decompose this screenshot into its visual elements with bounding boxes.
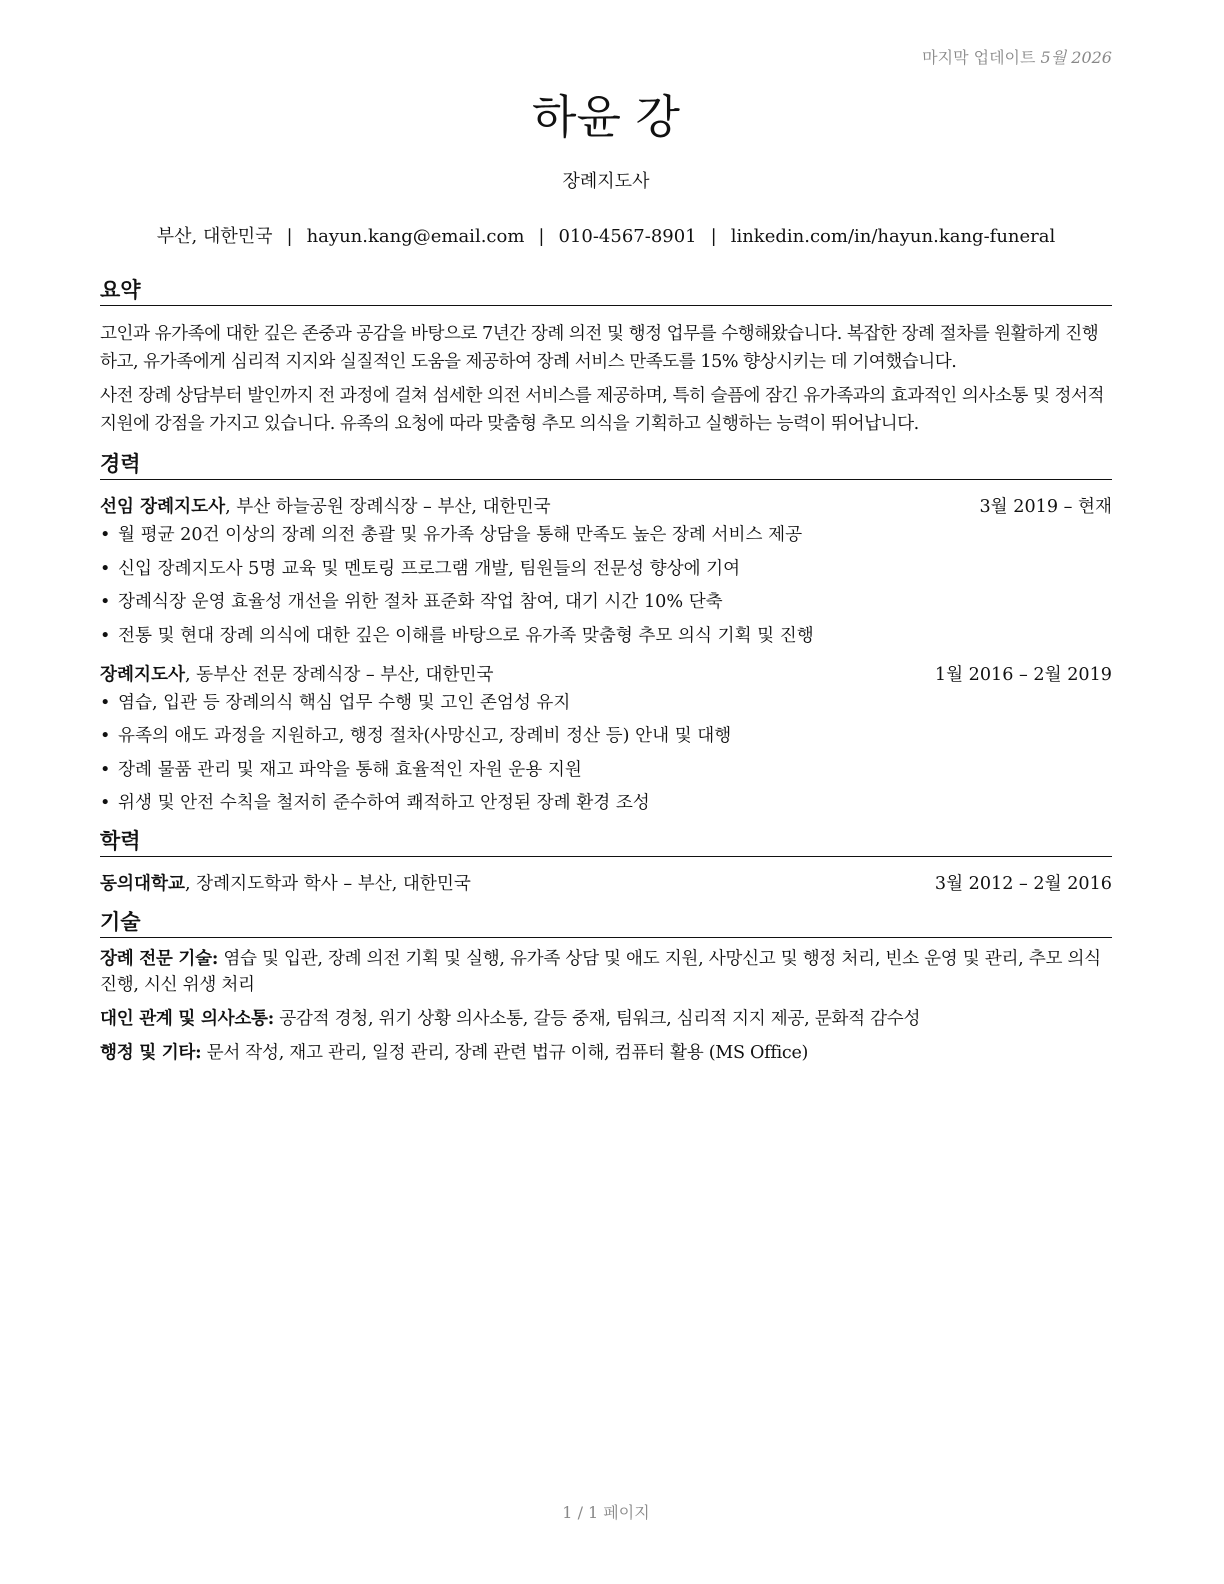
bullet-icon: • (100, 525, 111, 545)
skill-label: 대인 관계 및 의사소통: (100, 1008, 274, 1029)
skill-label: 장례 전문 기술: (100, 948, 219, 969)
skill-group (100, 1006, 1112, 1032)
education-section (100, 827, 1112, 896)
list-item (100, 624, 1112, 648)
job-organization: , 동부산 전문 장례식장 – 부산, 대한민국 (184, 664, 494, 685)
education-dates: 3월 2012 – 2월 2016 (934, 874, 1112, 894)
contact-location: 부산, 대한민국 (156, 226, 273, 247)
job-title: 선임 장례지도사 (100, 496, 226, 517)
skills-section (100, 908, 1112, 1066)
skill-label: 행정 및 기타: (100, 1042, 202, 1063)
summary-section (100, 276, 1112, 438)
summary-paragraph: 사전 장례 상담부터 발인까지 전 과정에 걸쳐 섬세한 의전 서비스를 제공하며, 특히 슬픔에 잠긴 유가족과의 효과적인 의사소통 및 정서적 지원에 강점을 가지고 있습니다. 유족의 요청에 따라 맞춤형 추모 의식을 기획하고 실행하는 능력이 뛰어납니다. (100, 386, 1105, 434)
job-bullets (100, 523, 1112, 648)
experience-heading: 경력 (100, 450, 1112, 480)
bullet-icon: • (100, 592, 111, 612)
job-organization: , 부산 하늘공원 장례식장 – 부산, 대한민국 (225, 497, 551, 517)
contact-linkedin[interactable]: linkedin.com/in/hayun.kang-funeral (730, 226, 1056, 247)
job-entry (100, 495, 1112, 648)
job-title: 장례지도사 (100, 663, 185, 685)
education-heading: 학력 (100, 827, 1112, 857)
resume-page (100, 0, 1112, 1584)
list-item (100, 724, 1112, 748)
bullet-icon: • (100, 759, 111, 780)
contact-email[interactable]: hayun.kang@email.com (306, 226, 525, 247)
job-entry (100, 663, 1112, 816)
bullet-text: 장례식장 운영 효율성 개선을 위한 절차 표준화 작업 참여, 대기 시간 10% 단축 (118, 592, 723, 612)
job-dates: 3월 2019 – 현재 (979, 497, 1112, 517)
list-item (100, 691, 1112, 715)
bullet-icon: • (100, 793, 111, 813)
list-item (100, 590, 1112, 614)
list-item (100, 557, 1112, 581)
job-header (100, 663, 1112, 687)
bullet-text: 전통 및 현대 장례 의식에 대한 깊은 이해를 바탕으로 유가족 맞춤형 추모 의식 기획 및 진행 (118, 625, 814, 646)
school-name: 동의대학교 (100, 873, 185, 894)
bullet-text: 신입 장례지도사 5명 교육 및 멘토링 프로그램 개발, 팀원들의 전문성 향상에 기여 (118, 558, 741, 579)
contact-phone[interactable]: 010-4567-8901 (558, 226, 697, 247)
summary-paragraph: 고인과 유가족에 대한 깊은 존중과 공감을 바탕으로 7년간 장례 의전 및 행정 업무를 수행해왔습니다. 복잡한 장례 절차를 원활하게 진행하고, 유가족에게 심리적 지지와 실질적인 도움을 제공하여 장례 서비스 만족도를 15% 향상시키는 데 기여했습니다. (100, 324, 1099, 372)
last-updated (922, 45, 1112, 68)
job-header (100, 495, 1112, 519)
bullet-icon: • (100, 726, 111, 746)
skill-text: 염습 및 입관, 장례 의전 기획 및 실행, 유가족 상담 및 애도 지원, 사망신고 및 행정 처리, 빈소 운영 및 관리, 추모 의식 진행, 시신 위생 처리 (100, 949, 1101, 995)
bullet-text: 월 평균 20건 이상의 장례 의전 총괄 및 유가족 상담을 통해 만족도 높은 장례 서비스 제공 (118, 525, 803, 545)
job-dates: 1월 2016 – 2월 2019 (934, 664, 1112, 685)
experience-section (100, 450, 1112, 815)
bullet-text: 위생 및 안전 수칙을 철저히 준수하여 쾌적하고 안정된 장례 환경 조성 (118, 793, 650, 813)
last-updated-label: 마지막 업데이트 (922, 48, 1036, 67)
list-item (100, 791, 1112, 815)
bullet-text: 염습, 입관 등 장례의식 핵심 업무 수행 및 고인 존엄성 유지 (118, 692, 571, 713)
candidate-name: 하윤 강 (532, 90, 680, 144)
list-item (100, 758, 1112, 782)
contact-line (100, 225, 1112, 249)
contact-separator: | (710, 226, 717, 247)
summary-heading: 요약 (100, 276, 1112, 306)
contact-separator: | (286, 226, 293, 247)
contact-separator: | (538, 226, 545, 247)
bullet-icon: • (100, 558, 111, 579)
bullet-text: 장례 물품 관리 및 재고 파악을 통해 효율적인 자원 운용 지원 (118, 759, 582, 780)
page-number: 1 / 1 페이지 (562, 1503, 650, 1522)
resume-content (100, 276, 1112, 1066)
skill-group (100, 946, 1112, 998)
skills-heading: 기술 (100, 908, 1112, 938)
last-updated-date: 5월 2026 (1040, 48, 1112, 67)
education-entry (100, 872, 1112, 896)
bullet-icon: • (100, 625, 111, 646)
candidate-role: 장례지도사 (562, 171, 650, 192)
job-bullets (100, 691, 1112, 816)
degree-detail: , 장례지도학과 학사 – 부산, 대한민국 (184, 874, 471, 894)
skill-text: 문서 작성, 재고 관리, 일정 관리, 장례 관련 법규 이해, 컴퓨터 활용 (MS Office) (201, 1043, 809, 1063)
bullet-icon: • (100, 692, 111, 713)
bullet-text: 유족의 애도 과정을 지원하고, 행정 절차(사망신고, 장례비 정산 등) 안내 및 대행 (118, 726, 732, 746)
skill-group (100, 1040, 1112, 1066)
list-item (100, 523, 1112, 547)
skill-text: 공감적 경청, 위기 상황 의사소통, 갈등 중재, 팀워크, 심리적 지지 제공, 문화적 감수성 (273, 1009, 921, 1029)
